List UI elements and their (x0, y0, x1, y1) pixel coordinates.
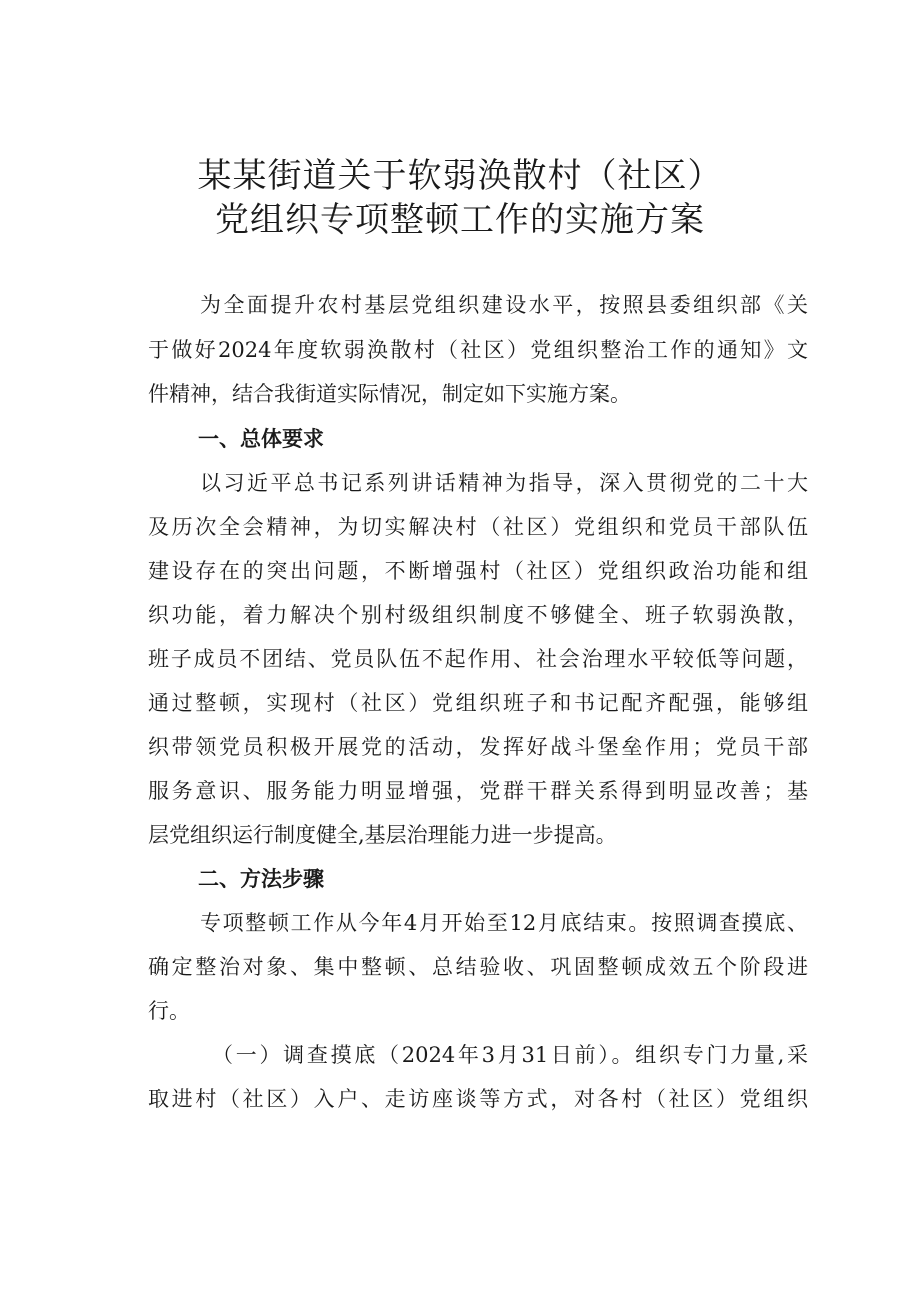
section-2-heading: 二、方法步骤 (198, 867, 324, 891)
section-1-line-3: 建设存在的突出问题，不断增强村（社区）党组织政治功能和组 (148, 559, 808, 583)
section-1-line-2: 及历次全会精神，为切实解决村（社区）党组织和党员干部队伍 (148, 515, 808, 539)
document-title-line-2: 党组织专项整顿工作的实施方案 (215, 200, 705, 240)
section-1-line-7: 织带领党员积极开展党的活动，发挥好战斗堡垒作用；党员干部 (148, 735, 808, 759)
section-1-line-6: 通过整顿，实现村（社区）党组织班子和书记配齐配强，能够组 (148, 691, 808, 715)
intro-line-3: 件精神，结合我街道实际情况，制定如下实施方案。 (148, 382, 631, 406)
section-2-sub-1-line-2: 取进村（社区）入户、走访座谈等方式，对各村（社区）党组织 (148, 1087, 808, 1111)
section-1-line-1: 以习近平总书记系列讲话精神为指导，深入贯彻党的二十大 (200, 471, 808, 495)
section-2-line-1: 专项整顿工作从今年4月开始至12月底结束。按照调查摸底、 (200, 911, 808, 935)
section-2-sub-1-line-1: （一）调查摸底（2024年3月31日前）。组织专门力量,采 (212, 1043, 808, 1067)
section-1-line-4: 织功能，着力解决个别村级组织制度不够健全、班子软弱涣散， (148, 603, 808, 627)
section-1-line-8: 服务意识、服务能力明显增强，党群干群关系得到明显改善；基 (148, 779, 808, 803)
intro-line-1: 为全面提升农村基层党组织建设水平，按照县委组织部《关 (200, 293, 808, 317)
section-2-line-2: 确定整治对象、集中整顿、总结验收、巩固整顿成效五个阶段进 (148, 955, 808, 979)
intro-line-2: 于做好2024年度软弱涣散村（社区）党组织整治工作的通知》文 (148, 338, 808, 362)
section-2-line-3: 行。 (148, 999, 190, 1023)
section-1-line-9: 层党组织运行制度健全,基层治理能力进一步提高。 (148, 823, 617, 847)
section-1-line-5: 班子成员不团结、党员队伍不起作用、社会治理水平较低等问题， (148, 647, 808, 671)
document-title-line-1: 某某街道关于软弱涣散村（社区） (197, 156, 723, 196)
section-1-heading: 一、总体要求 (198, 427, 324, 451)
